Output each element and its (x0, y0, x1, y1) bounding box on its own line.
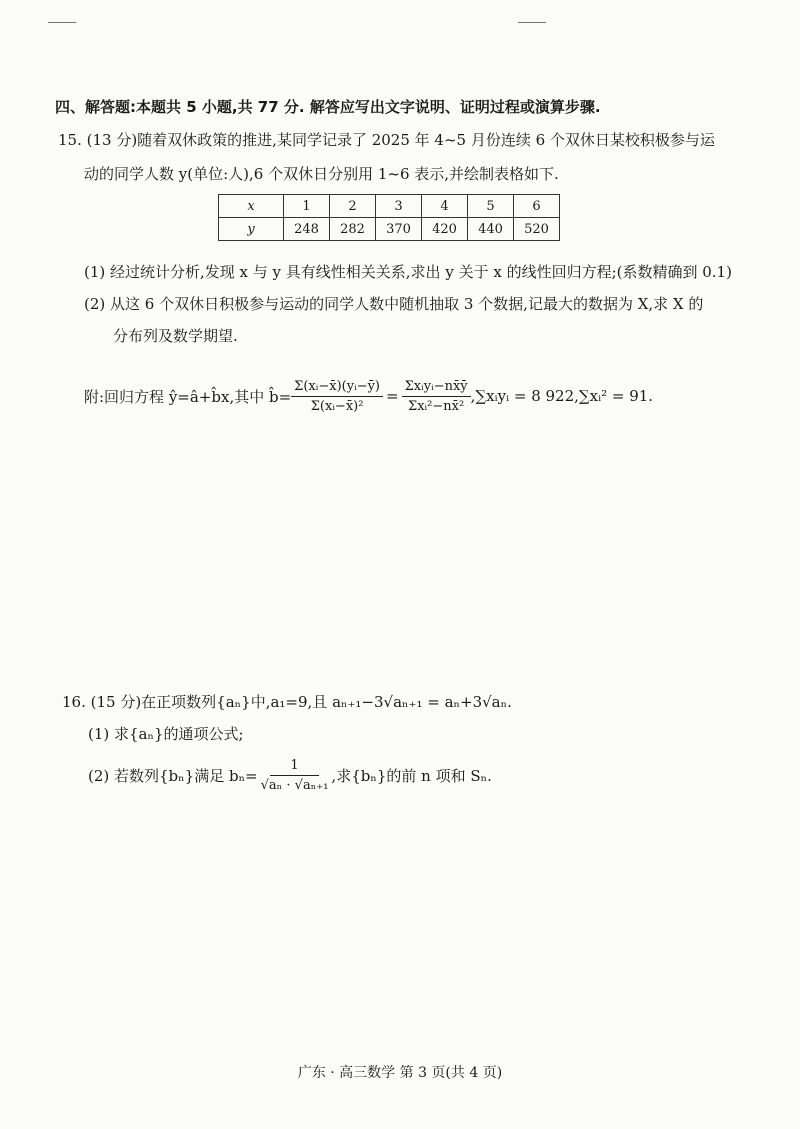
q15-stem-line1: 15. (13 分)随着双休政策的推进,某同学记录了 2025 年 4~5 月份连续 6 个双休日某校积极参与运 (58, 131, 715, 149)
q16-part1: (1) 求{aₙ}的通项公式; (88, 725, 244, 743)
q15-stem-line2: 动的同学人数 y(单位:人),6 个双休日分别用 1~6 表示,并绘制表格如下. (84, 165, 559, 183)
table-cell: 520 (514, 218, 560, 241)
q16-stem: 16. (15 分)在正项数列{aₙ}中,a₁=9,且 aₙ₊₁−3√aₙ₊₁ = aₙ+3√aₙ. (62, 693, 512, 711)
table-cell: 5 (468, 195, 514, 218)
page-footer: 广东 · 高三数学 第 3 页(共 4 页) (297, 1065, 503, 1081)
table-cell: 2 (330, 195, 376, 218)
fraction-numerator: Σ(xᵢ−x̄)(yᵢ−ȳ) (291, 379, 383, 397)
q15-part1: (1) 经过统计分析,发现 x 与 y 具有线性相关关系,求出 y 关于 x 的线性回归方程;(系数精确到 0.1) (84, 263, 732, 281)
section-heading: 四、解答题:本题共 5 小题,共 77 分. 解答应写出文字说明、证明过程或演算步骤. (55, 98, 601, 116)
table-cell: 3 (376, 195, 422, 218)
regression-fraction-2 (402, 379, 471, 414)
fraction-numerator: 1 (270, 758, 318, 776)
part2-lead: (2) 若数列{bₙ}满足 bₙ= (88, 766, 258, 785)
table-cell: 4 (422, 195, 468, 218)
scan-margin-mark-left (48, 22, 76, 23)
table-cell: 1 (284, 195, 330, 218)
table-row-y (219, 218, 560, 241)
regression-fraction-1 (291, 379, 383, 414)
fraction-denominator: Σxᵢ²−nx̄² (408, 398, 465, 414)
fraction-denominator: Σ(xᵢ−x̄)² (310, 398, 364, 414)
part2-tail: ,求{bₙ}的前 n 项和 Sₙ. (331, 766, 492, 785)
table-header-x: x (219, 195, 284, 218)
table-header-y: y (219, 218, 284, 241)
table-cell: 420 (422, 218, 468, 241)
q15-part2-line1: (2) 从这 6 个双休日积极参与运动的同学人数中随机抽取 3 个数据,记最大的数据为 X,求 X 的 (84, 295, 704, 313)
appendix-lead: 附:回归方程 ŷ=â+b̂x,其中 b̂= (84, 387, 292, 406)
table-cell: 248 (284, 218, 330, 241)
table-cell: 440 (468, 218, 514, 241)
q15-part2-line2: 分布列及数学期望. (113, 327, 238, 345)
appendix-tail: ,∑xᵢyᵢ = 8 922,∑xᵢ² = 91. (470, 387, 654, 405)
scan-margin-mark-right (518, 22, 546, 23)
table-row-x (219, 195, 560, 218)
equals-sign: = (386, 387, 399, 405)
table-cell: 370 (376, 218, 422, 241)
fraction-denominator: √aₙ · √aₙ₊₁ (260, 777, 329, 793)
data-table (218, 194, 560, 241)
q16-part2 (88, 752, 492, 798)
table-cell: 6 (514, 195, 560, 218)
q15-appendix (84, 368, 653, 424)
table-cell: 282 (330, 218, 376, 241)
bn-fraction (258, 758, 332, 793)
fraction-numerator: Σxᵢyᵢ−nx̄ȳ (402, 379, 471, 397)
